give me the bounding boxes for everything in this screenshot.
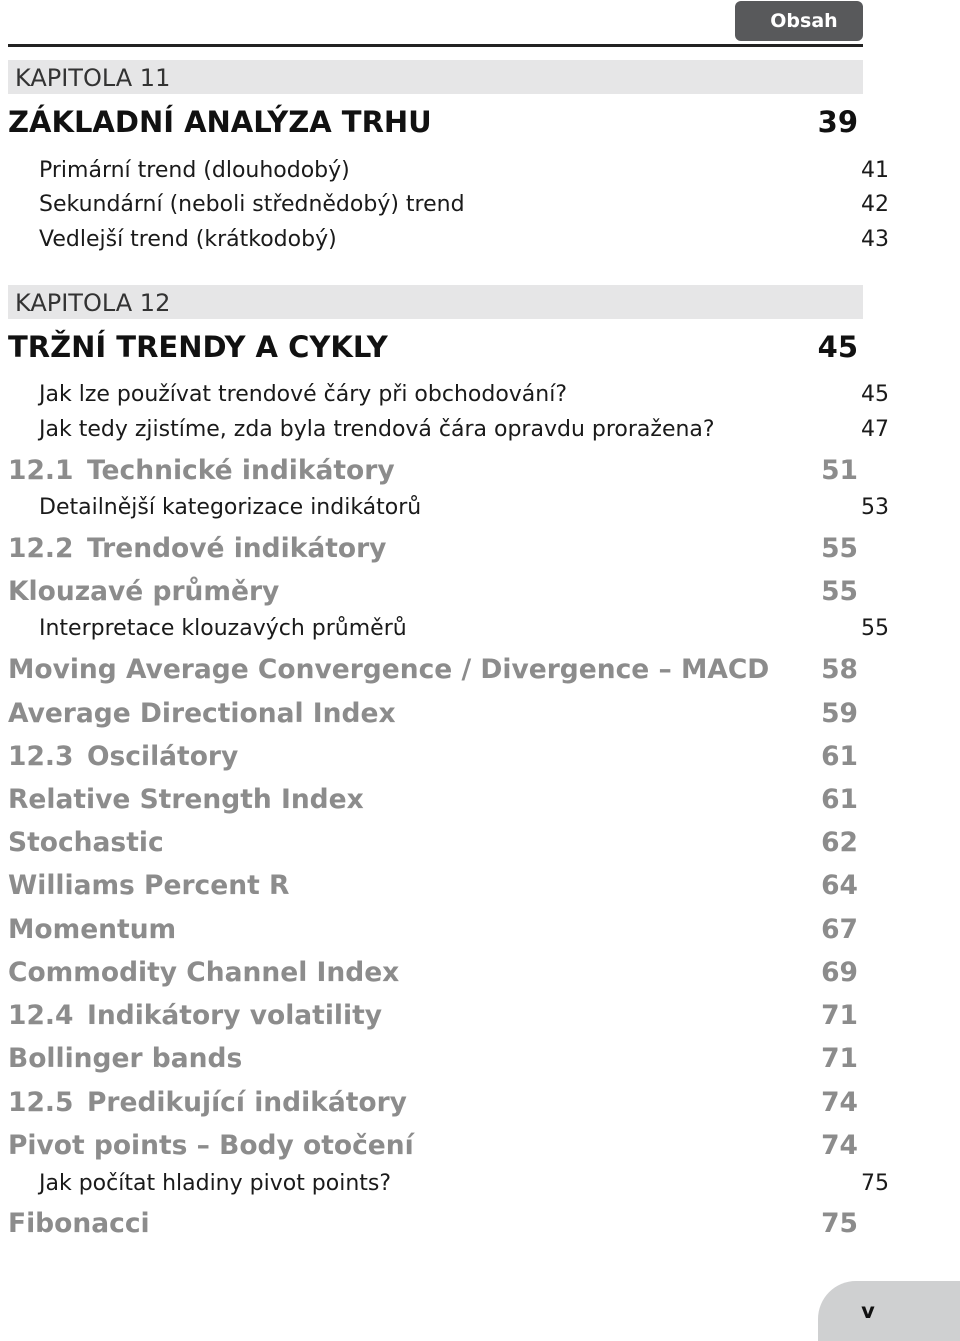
toc-entry[interactable]: Interpretace klouzavých průměrů 55: [39, 616, 889, 641]
chapter-12-title-row[interactable]: [8, 330, 858, 364]
chapter-page: 39: [817, 105, 858, 139]
toc-section[interactable]: 12.4 Indikátory volatility 71: [8, 1000, 858, 1031]
chapter-11-title-row[interactable]: [8, 105, 858, 139]
toc-section[interactable]: Moving Average Convergence / Divergence – MACD 58: [8, 654, 858, 685]
toc-entry[interactable]: Jak lze používat trendové čáry při obchodování? 45: [39, 382, 889, 407]
toc-entry[interactable]: Detailnější kategorizace indikátorů 53: [39, 495, 889, 520]
toc-section[interactable]: Fibonacci 75: [8, 1208, 858, 1239]
toc-section[interactable]: Average Directional Index 59: [8, 698, 858, 729]
chapter-12-banner: KAPITOLA 12: [8, 285, 863, 319]
toc-section[interactable]: Bollinger bands 71: [8, 1043, 858, 1074]
toc-entry[interactable]: Vedlejší trend (krátkodobý) 43: [39, 227, 889, 252]
contents-tab-label: Obsah: [770, 10, 838, 32]
header-rule: [8, 44, 863, 47]
toc-entry[interactable]: Sekundární (neboli střednědobý) trend 42: [39, 192, 889, 217]
chapter-title: ZÁKLADNÍ ANALÝZA TRHU: [8, 105, 432, 139]
toc-section[interactable]: Commodity Channel Index 69: [8, 957, 858, 988]
toc-entry[interactable]: Primární trend (dlouhodobý) 41: [39, 158, 889, 183]
toc-entry[interactable]: Jak počítat hladiny pivot points? 75: [39, 1171, 889, 1196]
toc-entry[interactable]: Jak tedy zjistíme, zda byla trendová čára opravdu proražena? 47: [39, 417, 889, 442]
toc-section[interactable]: Pivot points – Body otočení 74: [8, 1130, 858, 1161]
toc-section[interactable]: 12.3 Oscilátory 61: [8, 741, 858, 772]
chapter-title: TRŽNÍ TRENDY A CYKLY: [8, 330, 388, 364]
toc-section[interactable]: Williams Percent R 64: [8, 870, 858, 901]
chapter-page: 45: [817, 330, 858, 364]
toc-section[interactable]: Momentum 67: [8, 914, 858, 945]
page-number: v: [861, 1299, 875, 1323]
toc-section[interactable]: Stochastic 62: [8, 827, 858, 858]
toc-section[interactable]: Relative Strength Index 61: [8, 784, 858, 815]
toc-section[interactable]: 12.1 Technické indikátory 51: [8, 455, 858, 486]
chapter-11-banner: KAPITOLA 11: [8, 60, 863, 94]
toc-section[interactable]: Klouzavé průměry 55: [8, 576, 858, 607]
toc-section[interactable]: 12.2 Trendové indikátory 55: [8, 533, 858, 564]
contents-tab[interactable]: [735, 1, 863, 41]
toc-section[interactable]: 12.5 Predikující indikátory 74: [8, 1087, 858, 1118]
